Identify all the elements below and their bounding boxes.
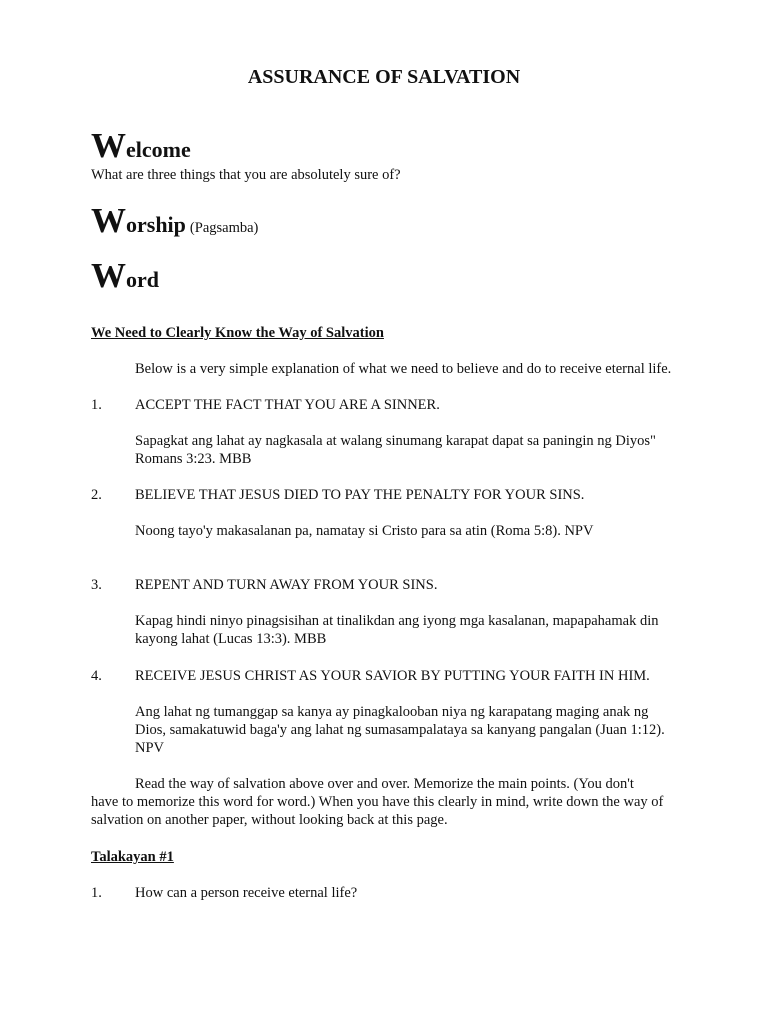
word-heading (91, 258, 159, 298)
welcome-rest: elcome (126, 137, 191, 162)
closing-line: salvation on another paper, without looking back at this page. (91, 812, 448, 828)
question-text: How can a person receive eternal life? (135, 885, 358, 901)
page-title: ASSURANCE OF SALVATION (247, 66, 521, 88)
step-number: 3. (91, 577, 102, 593)
word-rest: ord (126, 267, 159, 292)
worship-heading (91, 203, 258, 243)
word-initial: W (91, 256, 126, 295)
talakayan-heading: Talakayan #1 (91, 849, 174, 865)
section-heading: We Need to Clearly Know the Way of Salvation (91, 325, 384, 341)
worship-rest: orship (126, 212, 186, 237)
step-number: 2. (91, 487, 102, 503)
verse-line: Noong tayo'y makasalanan pa, namatay si Cristo para sa atin (Roma 5:8). NPV (135, 523, 594, 539)
worship-subtitle: (Pagsamba) (189, 220, 259, 236)
verse-line: Romans 3:23. MBB (135, 451, 252, 467)
verse-line: kayong lahat (Lucas 13:3). MBB (135, 631, 327, 647)
step-text: ACCEPT THE FACT THAT YOU ARE A SINNER. (135, 397, 440, 413)
question-number: 1. (91, 885, 102, 901)
verse-line: Ang lahat ng tumanggap sa kanya ay pinagkalooban niya ng karapatang maging anak ng (135, 704, 649, 720)
section-intro: Below is a very simple explanation of what we need to believe and do to receive eternal life. (135, 361, 672, 377)
step-number: 4. (91, 668, 102, 684)
worship-initial: W (91, 201, 126, 240)
step-text: REPENT AND TURN AWAY FROM YOUR SINS. (135, 577, 438, 593)
verse-line: Sapagkat ang lahat ay nagkasala at walang sinumang karapat dapat sa paningin ng Diyos" (135, 433, 656, 449)
closing-line: have to memorize this word for word.) When you have this clearly in mind, write down the way of (91, 794, 664, 810)
welcome-heading (91, 128, 191, 168)
step-number: 1. (91, 397, 102, 413)
step-verse (135, 703, 675, 757)
step-verse (135, 612, 675, 648)
welcome-initial: W (91, 126, 126, 165)
step-verse (135, 432, 675, 468)
step-text: BELIEVE THAT JESUS DIED TO PAY THE PENALTY FOR YOUR SINS. (135, 487, 585, 503)
verse-line: Kapag hindi ninyo pinagsisihan at tinalikdan ang iyong mga kasalanan, mapapahamak din (135, 613, 659, 629)
step-text: RECEIVE JESUS CHRIST AS YOUR SAVIOR BY PUTTING YOUR FAITH IN HIM. (135, 668, 650, 684)
closing-line: Read the way of salvation above over and over. Memorize the main points. (You don't (135, 776, 634, 792)
verse-line: Dios, samakatuwid baga'y ang lahat ng sumasampalataya sa kanyang pangalan (Juan 1:12). (135, 722, 665, 738)
verse-line: NPV (135, 740, 165, 756)
welcome-question: What are three things that you are absolutely sure of? (91, 167, 401, 183)
step-verse (135, 522, 675, 540)
